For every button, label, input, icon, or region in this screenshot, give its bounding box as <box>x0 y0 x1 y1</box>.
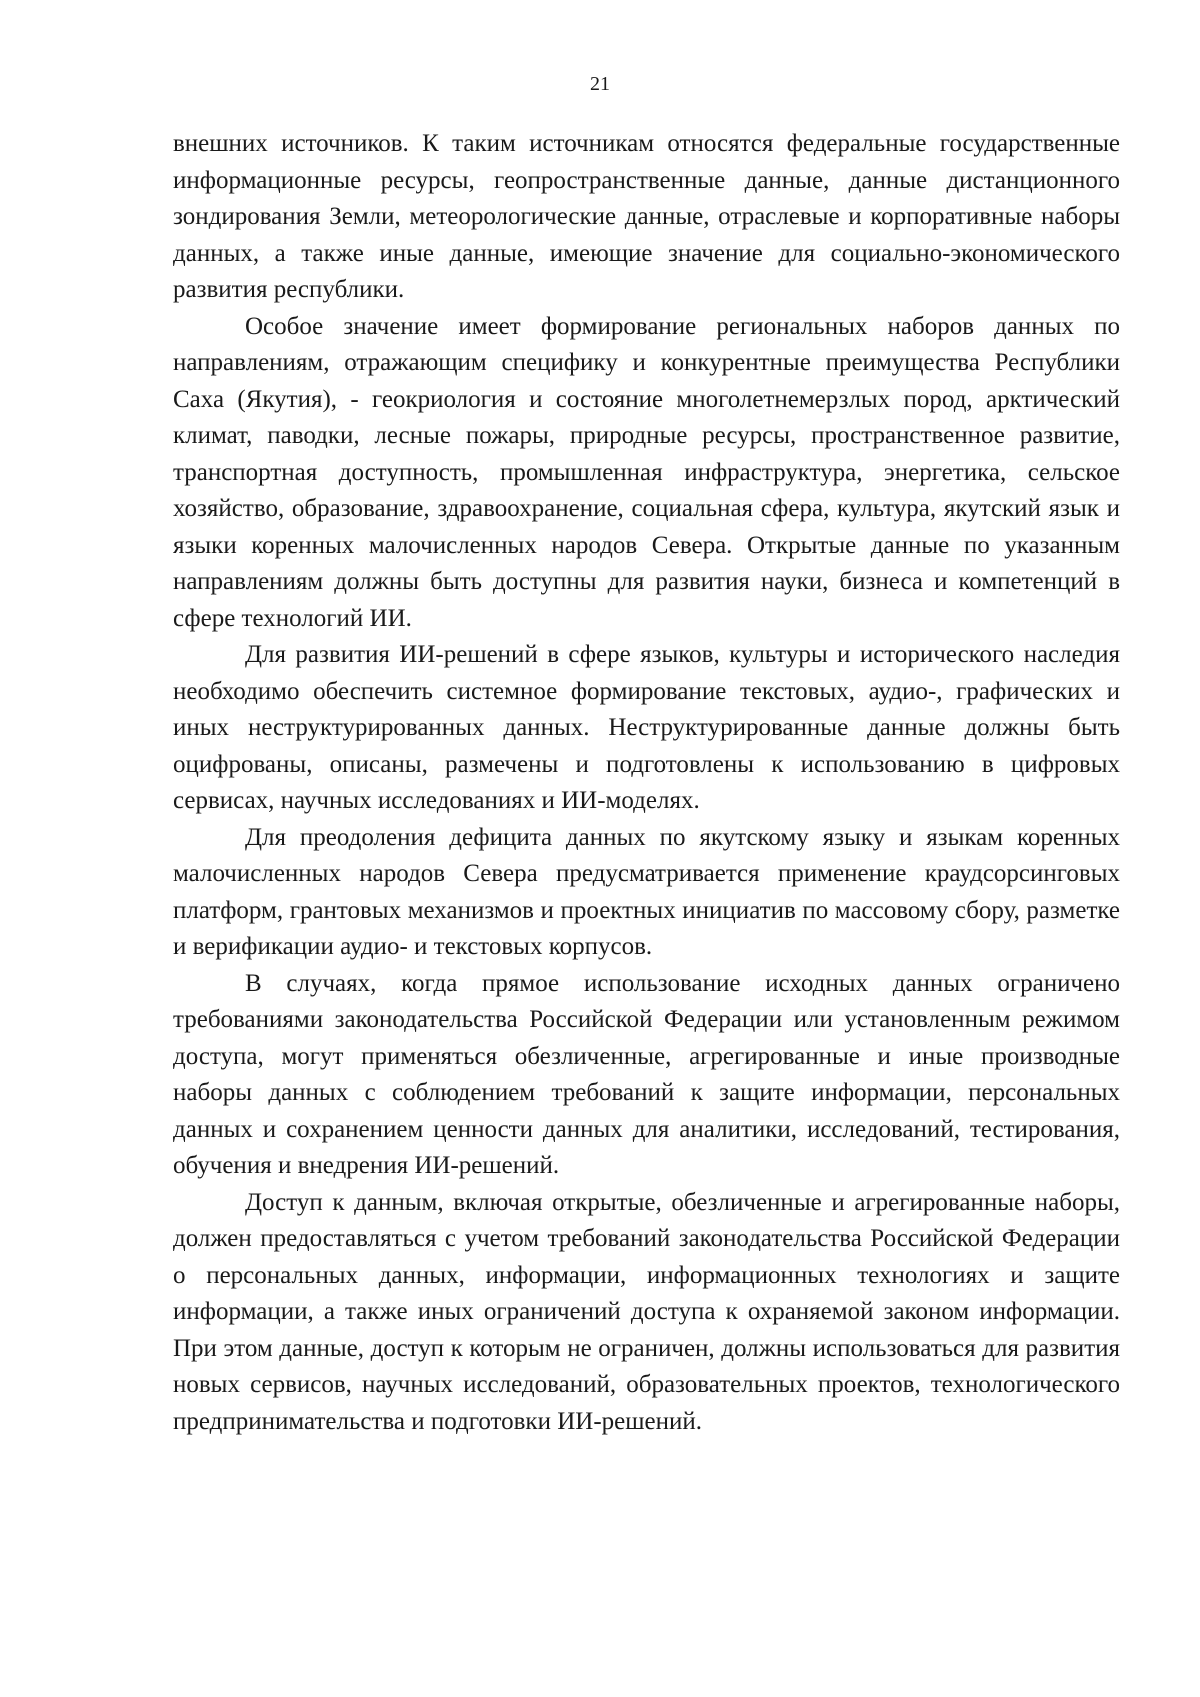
paragraph-2: Особое значение имеет формирование региональных наборов данных по направлениям, отражающим специфику и конкурентные преимущества Республики Саха (Якутия), - геокриология и состояние многолетнемерзлых пород, арктический климат, паводки, лесные пожары, природные ресурсы, пространственное развитие, транспортная доступность, промышленная инфраструктура, энергетика, сельское хозяйство, образование, здравоохранение, социальная сфера, культура, якутский язык и языки коренных малочисленных народов Севера. Открытые данные по указанным направлениям должны быть доступны для развития науки, бизнеса и компетенций в сфере технологий ИИ. <box>173 312 1120 632</box>
paragraph-5: В случаях, когда прямое использование исходных данных ограничено требованиями законодательства Российской Федерации или установленным режимом доступа, могут применяться обезличенные, агрегированные и иные производные наборы данных с соблюдением требований к защите информации, персональных данных и сохранением ценности данных для аналитики, исследований, тестирования, обучения и внедрения ИИ-решений. <box>173 969 1120 1179</box>
paragraph-6: Доступ к данным, включая открытые, обезличенные и агрегированные наборы, должен предоставляться с учетом требований законодательства Российской Федерации о персональных данных, информации, информационных технологиях и защите информации, а также иных ограничений доступа к охраняемой законом информации. При этом данные, доступ к которым не ограничен, должны использоваться для развития новых сервисов, научных исследований, образовательных проектов, технологического предпринимательства и подготовки ИИ-решений. <box>173 1188 1120 1435</box>
paragraph-1: внешних источников. К таким источникам относятся федеральные государственные информационные ресурсы, геопространственные данные, данные дистанционного зондирования Земли, метеорологические данные, отраслевые и корпоративные наборы данных, а также иные данные, имеющие значение для социально-экономического развития республики. <box>173 130 1120 303</box>
paragraph-4: Для преодоления дефицита данных по якутскому языку и языкам коренных малочисленных народов Севера предусматривается применение краудсорсинговых платформ, грантовых механизмов и проектных инициатив по массовому сбору, разметке и верификации аудио- и текстовых корпусов. <box>173 823 1120 960</box>
document-body <box>173 126 1120 1440</box>
paragraph-3: Для развития ИИ-решений в сфере языков, культуры и исторического наследия необходимо обеспечить системное формирование текстовых, аудио-, графических и иных неструктурированных данных. Неструктурированные данные должны быть оцифрованы, описаны, размечены и подготовлены к использованию в цифровых сервисах, научных исследованиях и ИИ-моделях. <box>173 641 1120 814</box>
page-number: 21 <box>590 73 610 95</box>
